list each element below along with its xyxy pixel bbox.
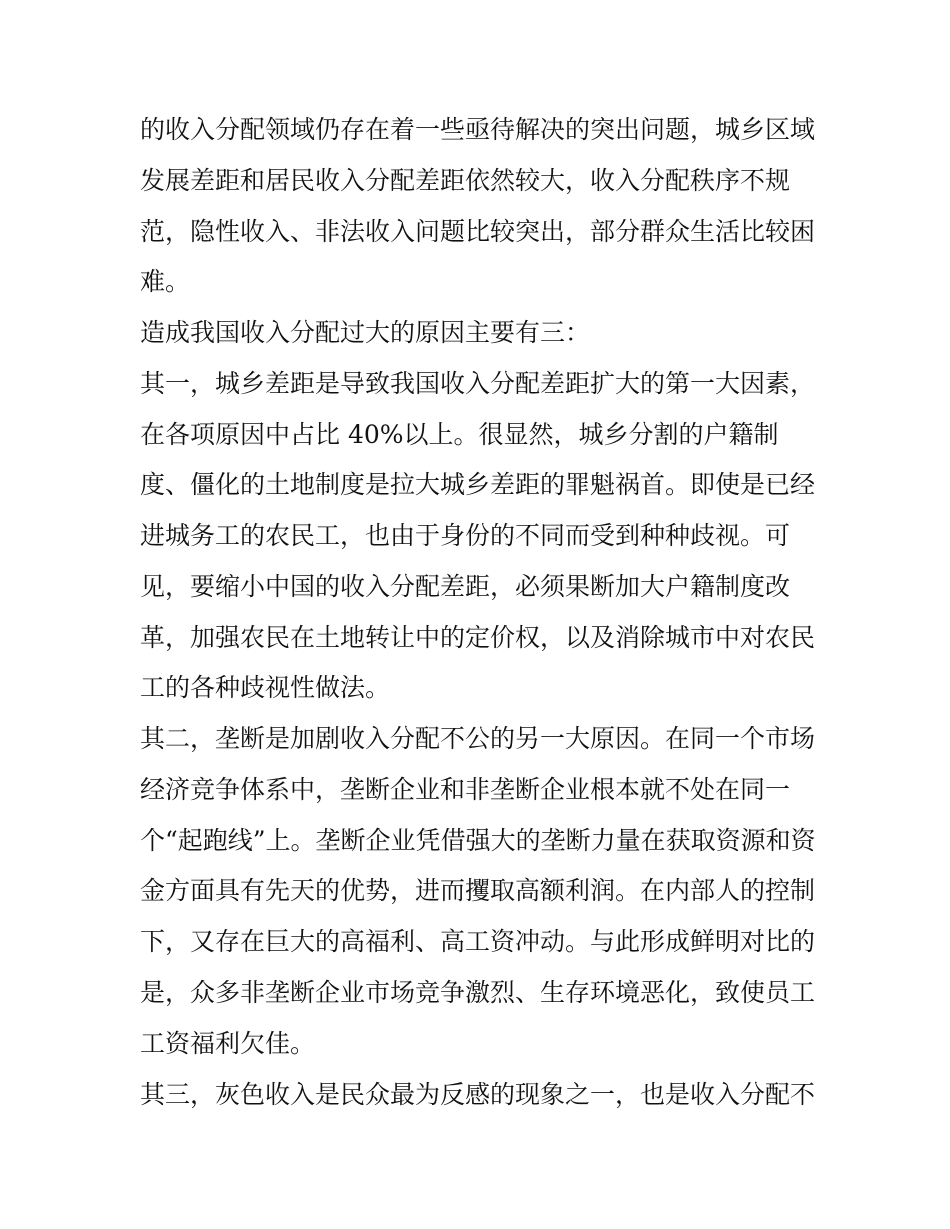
text-line: 的收入分配领域仍存在着一些亟待解决的突出问题，城乡区域 <box>140 115 816 144</box>
text-line: 其二，垄断是加剧收入分配不公的另一大原因。在同一个市场 <box>140 724 816 753</box>
text-line: 发展差距和居民收入分配差距依然较大，收入分配秩序不规 <box>140 166 791 195</box>
text-line: 其一，城乡差距是导致我国收入分配差距扩大的第一大因素， <box>140 369 816 398</box>
text-line: 下，又存在巨大的高福利、高工资冲动。与此形成鲜明对比的 <box>140 927 816 956</box>
text-line: 个“起跑线”上。垄断企业凭借强大的垄断力量在获取资源和资 <box>140 826 816 855</box>
text-line: 范，隐性收入、非法收入问题比较突出，部分群众生活比较困 <box>140 217 816 246</box>
text-line: 进城务工的农民工，也由于身份的不同而受到种种歧视。可 <box>140 521 791 550</box>
text-line: 金方面具有先天的优势，进而攫取高额利润。在内部人的控制 <box>140 876 816 905</box>
text-line: 造成我国收入分配过大的原因主要有三： <box>140 318 591 347</box>
text-line: 工的各种歧视性做法。 <box>140 673 391 702</box>
text-line: 难。 <box>140 267 191 296</box>
text-line: 见，要缩小中国的收入分配差距，必须果断加大户籍制度改 <box>140 572 791 601</box>
text-line: 革，加强农民在土地转让中的定价权，以及消除城市中对农民 <box>140 623 816 652</box>
text-line: 经济竞争体系中，垄断企业和非垄断企业根本就不处在同一 <box>140 775 791 804</box>
text-line: 其三，灰色收入是民众最为反感的现象之一，也是收入分配不 <box>140 1080 816 1109</box>
text-line: 在各项原因中占比 40%以上。很显然，城乡分割的户籍制 <box>140 420 779 449</box>
text-line: 工资福利欠佳。 <box>140 1029 316 1058</box>
text-line: 度、僵化的土地制度是拉大城乡差距的罪魁祸首。即使是已经 <box>140 470 816 499</box>
text-line: 是，众多非垄断企业市场竞争激烈、生存环境恶化，致使员工 <box>140 978 816 1007</box>
